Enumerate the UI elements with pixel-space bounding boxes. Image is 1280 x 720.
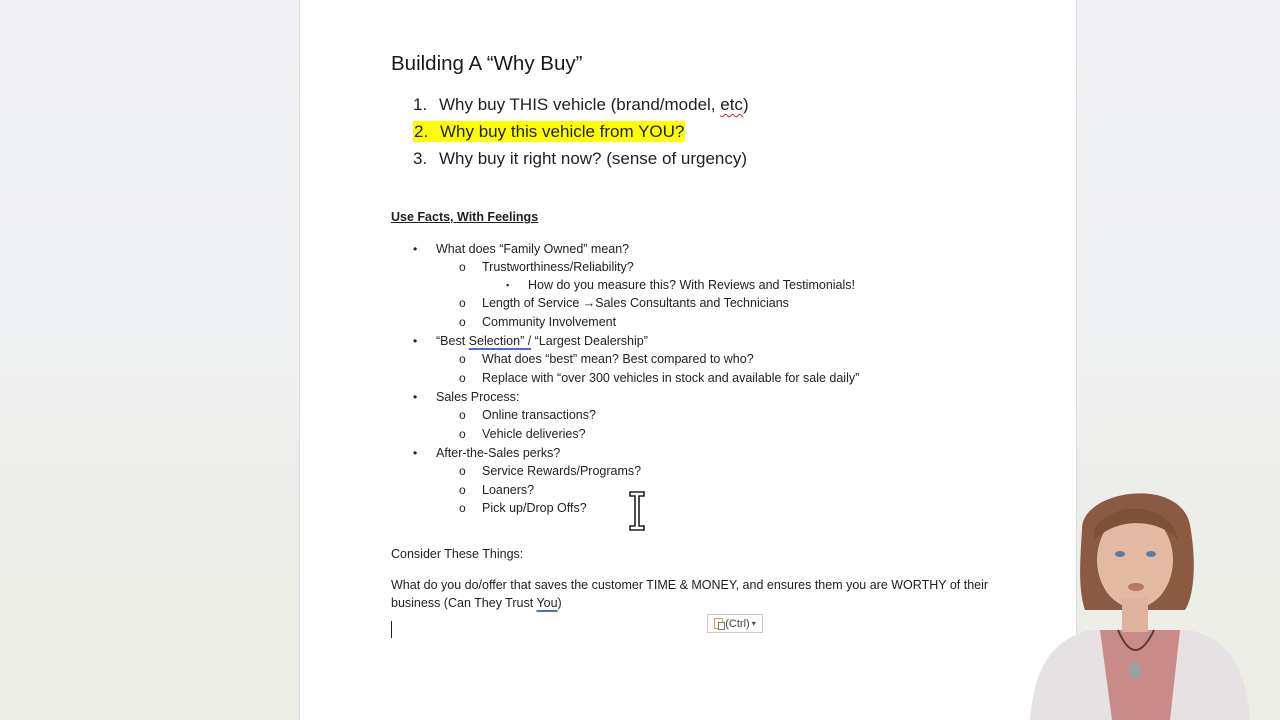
circle-bullet-icon: o [459,352,466,366]
circle-bullet-icon: o [459,315,466,329]
bullet-icon: • [413,446,418,460]
circle-bullet-icon: o [459,371,466,385]
paragraph: What do you do/offer that saves the customer TIME & MONEY, and ensures them you are WORTHY of their business (Can They Trust You) [391,578,989,610]
text-caret [391,621,392,638]
numbered-item-1: 1. Why buy THIS vehicle (brand/model, etc) [413,95,749,114]
circle-bullet-icon: o [459,483,466,497]
numbered-item-3: 3. Why buy it right now? (sense of urgency) [413,149,748,168]
bullet-icon: • [413,334,418,348]
bullet-icon: • [413,390,418,404]
spelling-error[interactable]: etc [720,95,743,114]
circle-bullet-icon: o [459,501,466,515]
circle-bullet-icon: o [459,427,466,441]
grammar-suggestion[interactable]: Selection” / [468,334,532,348]
consider-heading: Consider These Things: [391,547,524,561]
document-page[interactable]: Building A “Why Buy” 1. Why buy THIS vehicle (brand/model, etc) 2. Why buy this vehicle from YOU? 3. Why buy it right now? (sense of urgency) Use Facts, With Feelings • What does “Family Owned” mean? o Trustworthiness/Reliability? ▪ How do you measure this? With Reviews and Testimonials! o Length of Service →Sales Consultants and Technicians o Community Involvement • “Best Selection” / “Largest Dealership” o What does “best” mean? Best compared to who? o Replace with “over 300 vehicles in stock and available for sale daily” • Sales Process: o Online transactions? o Vehicle deliveries? • After-the-Sales perks? o Service Rewards/Programs? o Loaners? o Pick up/Drop Offs? Consider These Things: What do you do/offer that saves the customer TIME & MONEY, and ensures them you are WORTHY of their business (Can They Trust You) (Ctrl) ▾ [299,0,1077,720]
grammar-suggestion[interactable]: You [536,596,558,610]
bullet-icon: • [413,242,418,256]
presenter-webcam [1020,480,1260,720]
section-heading: Use Facts, With Feelings [391,210,539,224]
circle-bullet-icon: o [459,464,466,478]
circle-bullet-icon: o [459,260,466,274]
numbered-list [413,91,749,172]
document-title: Building A “Why Buy” [391,52,583,75]
chevron-down-icon: ▾ [751,619,756,628]
circle-bullet-icon: o [459,296,466,310]
numbered-item-2 [413,118,749,145]
clipboard-icon [714,618,723,629]
i-beam-cursor-icon [628,490,646,532]
paste-options-button[interactable]: (Ctrl) ▾ [707,614,763,633]
square-bullet-icon: ▪ [506,280,510,290]
highlighted-text: 2. Why buy this vehicle from YOU? [414,122,685,141]
circle-bullet-icon: o [459,408,466,422]
